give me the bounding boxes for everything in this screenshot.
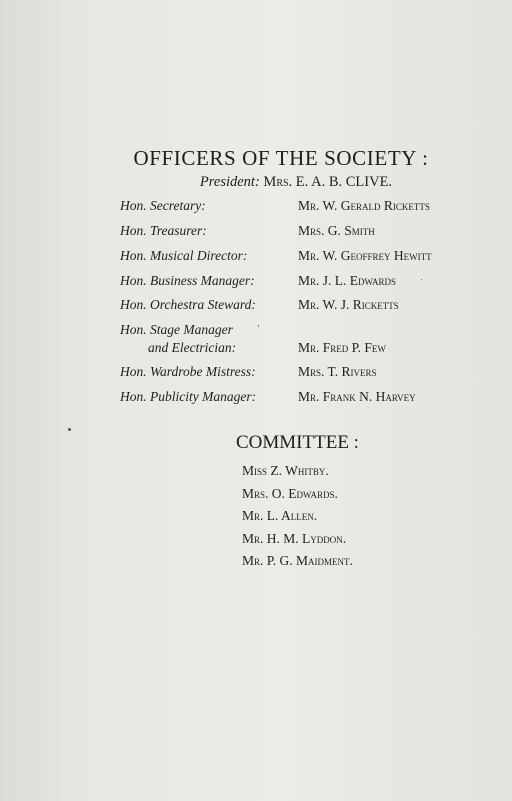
officer-role: Hon. Treasurer: bbox=[120, 223, 207, 238]
committee-member: Mrs. O. Edwards. bbox=[242, 485, 338, 501]
committee-member: Mr. L. Allen. bbox=[242, 508, 318, 523]
officer-name: Mr. Fred P. Few bbox=[298, 340, 386, 355]
paper-speck bbox=[258, 325, 259, 327]
committee-member: Mr. H. M. Lyddon. bbox=[242, 530, 347, 546]
officer-name: Mr. J. L. Edwards bbox=[298, 273, 397, 288]
officer-role: Hon. Stage Manager bbox=[120, 322, 233, 337]
officer-role: Hon. Orchestra Steward: bbox=[120, 297, 256, 312]
officer-name: Mrs. G. Smith bbox=[298, 223, 375, 238]
officer-name: Mr. W. J. Ricketts bbox=[298, 297, 399, 312]
officer-role: Hon. Secretary: bbox=[120, 198, 206, 213]
officer-role-continued: and Electrician: bbox=[148, 340, 237, 355]
officer-role: Hon. Wardrobe Mistress: bbox=[120, 364, 256, 379]
committee-member: Mr. P. G. Maidment. bbox=[242, 553, 353, 568]
officer-name: Mrs. T. Rivers bbox=[298, 364, 377, 379]
officer-name: Mr. W. Geoffrey Hewitt bbox=[298, 248, 432, 263]
officer-name: Mr. Frank N. Harvey bbox=[298, 389, 416, 404]
paper-speck bbox=[68, 428, 71, 431]
officer-name: Mr. W. Gerald Ricketts bbox=[298, 198, 430, 213]
president-line bbox=[0, 174, 512, 191]
paper-speck bbox=[421, 279, 422, 280]
officer-role: Hon. Publicity Manager: bbox=[120, 389, 257, 404]
committee-member: Miss Z. Whitby. bbox=[242, 463, 329, 478]
officer-role: Hon. Business Manager: bbox=[120, 273, 255, 288]
president-name: Mrs. E. A. B. CLIVE. bbox=[263, 174, 393, 190]
committee-title: COMMITTEE : bbox=[236, 432, 359, 453]
page-title: OFFICERS OF THE SOCIETY : bbox=[133, 146, 429, 170]
officer-role: Hon. Musical Director: bbox=[120, 248, 248, 263]
president-role: President: bbox=[199, 174, 260, 190]
committee-list bbox=[242, 460, 353, 573]
